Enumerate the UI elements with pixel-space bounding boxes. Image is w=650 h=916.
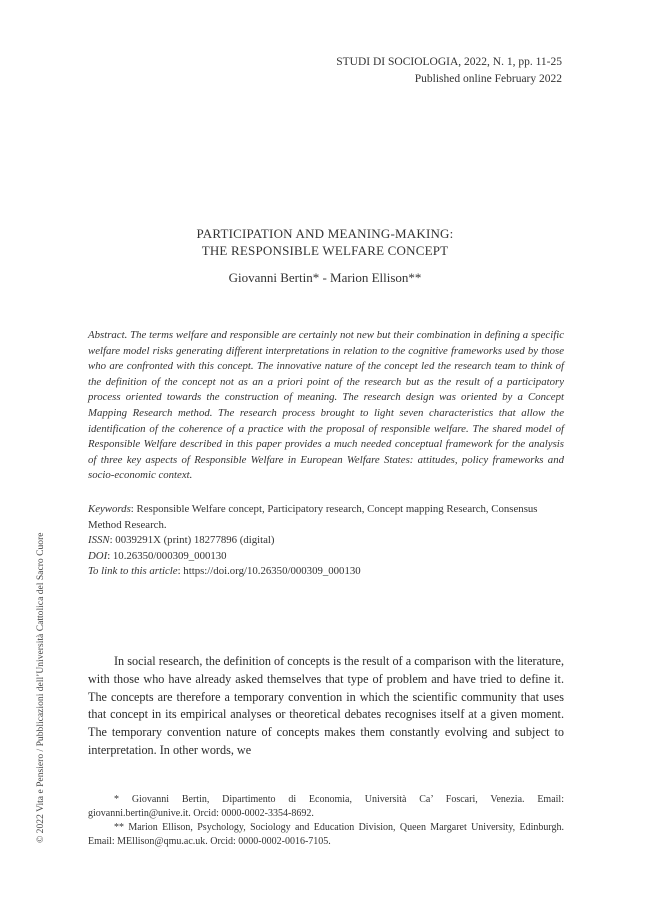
abstract: Abstract. The terms welfare and responsible are certainly not new but their combination in defining a specific welfare model risks generating different interpretations in relation to the cognitive frameworks used by those who are confronted with this concept. The innovative nature of the concept led the research team to think of the definition of the concept not as an a priori point of the research but as the result of a participatory process oriented towards the construction of meaning. The research design was oriented by a Concept Mapping Research method. The research process brought to light seven characteristics that allow the identification of the coherence of a practice with the proposal of responsible welfare. The shared model of Responsible Welfare described in this paper provides a much needed conceptual framework for the analysis of three key aspects of Responsible Welfare in European Welfare States: attitudes, policy frameworks and socio-economic context.	[88, 329, 564, 482]
doi-line: DOI: 10.26350/000309_000130	[88, 549, 227, 562]
title-line-2: THE RESPONSIBLE WELFARE CONCEPT	[201, 243, 449, 258]
keywords-value: Responsible Welfare concept, Participatory research, Concept mapping Research, Consensus Method Research.	[88, 503, 538, 531]
issn-line: ISSN: 0039291X (print) 18277896 (digital)	[88, 534, 275, 547]
copyright-text: © 2022 Vita e Pensiero / Pubblicazioni dell’Università Cattolica del Sacro Cuore	[35, 532, 46, 843]
issn-label: ISSN	[88, 534, 110, 547]
footnote-1: * Giovanni Bertin, Dipartimento di Economia, Università Ca’ Foscari, Venezia. Email: giovanni.bertin@unive.it. Orcid: 0000-0002-3354-8692.	[88, 794, 564, 819]
journal-citation: STUDI DI SOCIOLOGIA, 2022, N. 1, pp. 11-25	[336, 56, 562, 68]
keywords-line: Keywords: Responsible Welfare concept, Participatory research, Concept mapping Research, Consensus Method Research.	[88, 503, 538, 531]
doi-value: 10.26350/000309_000130	[112, 549, 227, 562]
footnotes	[88, 793, 564, 849]
link-label: To link to this article	[88, 565, 178, 578]
article-metadata	[88, 502, 564, 580]
issn-value: 0039291X (print) 18277896 (digital)	[115, 534, 275, 547]
body-paragraph: In social research, the definition of concepts is the result of a comparison with the literature, with those who have already asked themselves that type of problem and have tried to define it. The concepts are therefore a temporary convention in which the scientific community that uses that concept in its empirical analyses or theoretical debates recognises itself at a given moment. The temporary convention nature of concepts makes them constantly evolving and subject to interpretation. In other words, we	[88, 654, 564, 757]
article-link[interactable]: https://doi.org/10.26350/000309_000130	[183, 565, 361, 578]
doi-label: DOI	[88, 549, 108, 562]
publication-date: Published online February 2022	[414, 73, 562, 85]
footnote-2: ** Marion Ellison, Psychology, Sociology and Education Division, Queen Margaret University, Edinburgh. Email: MEllison@qmu.ac.uk. Orcid: 0000-0002-0016-7105.	[88, 822, 564, 847]
keywords-label: Keywords	[88, 503, 131, 515]
article-title	[0, 225, 650, 259]
link-line: To link to this article: https://doi.org/10.26350/000309_000130	[88, 565, 361, 578]
running-header	[336, 54, 562, 88]
title-line-1: PARTICIPATION AND MEANING-MAKING:	[196, 226, 454, 241]
author-line: Giovanni Bertin* - Marion Ellison**	[228, 270, 422, 285]
